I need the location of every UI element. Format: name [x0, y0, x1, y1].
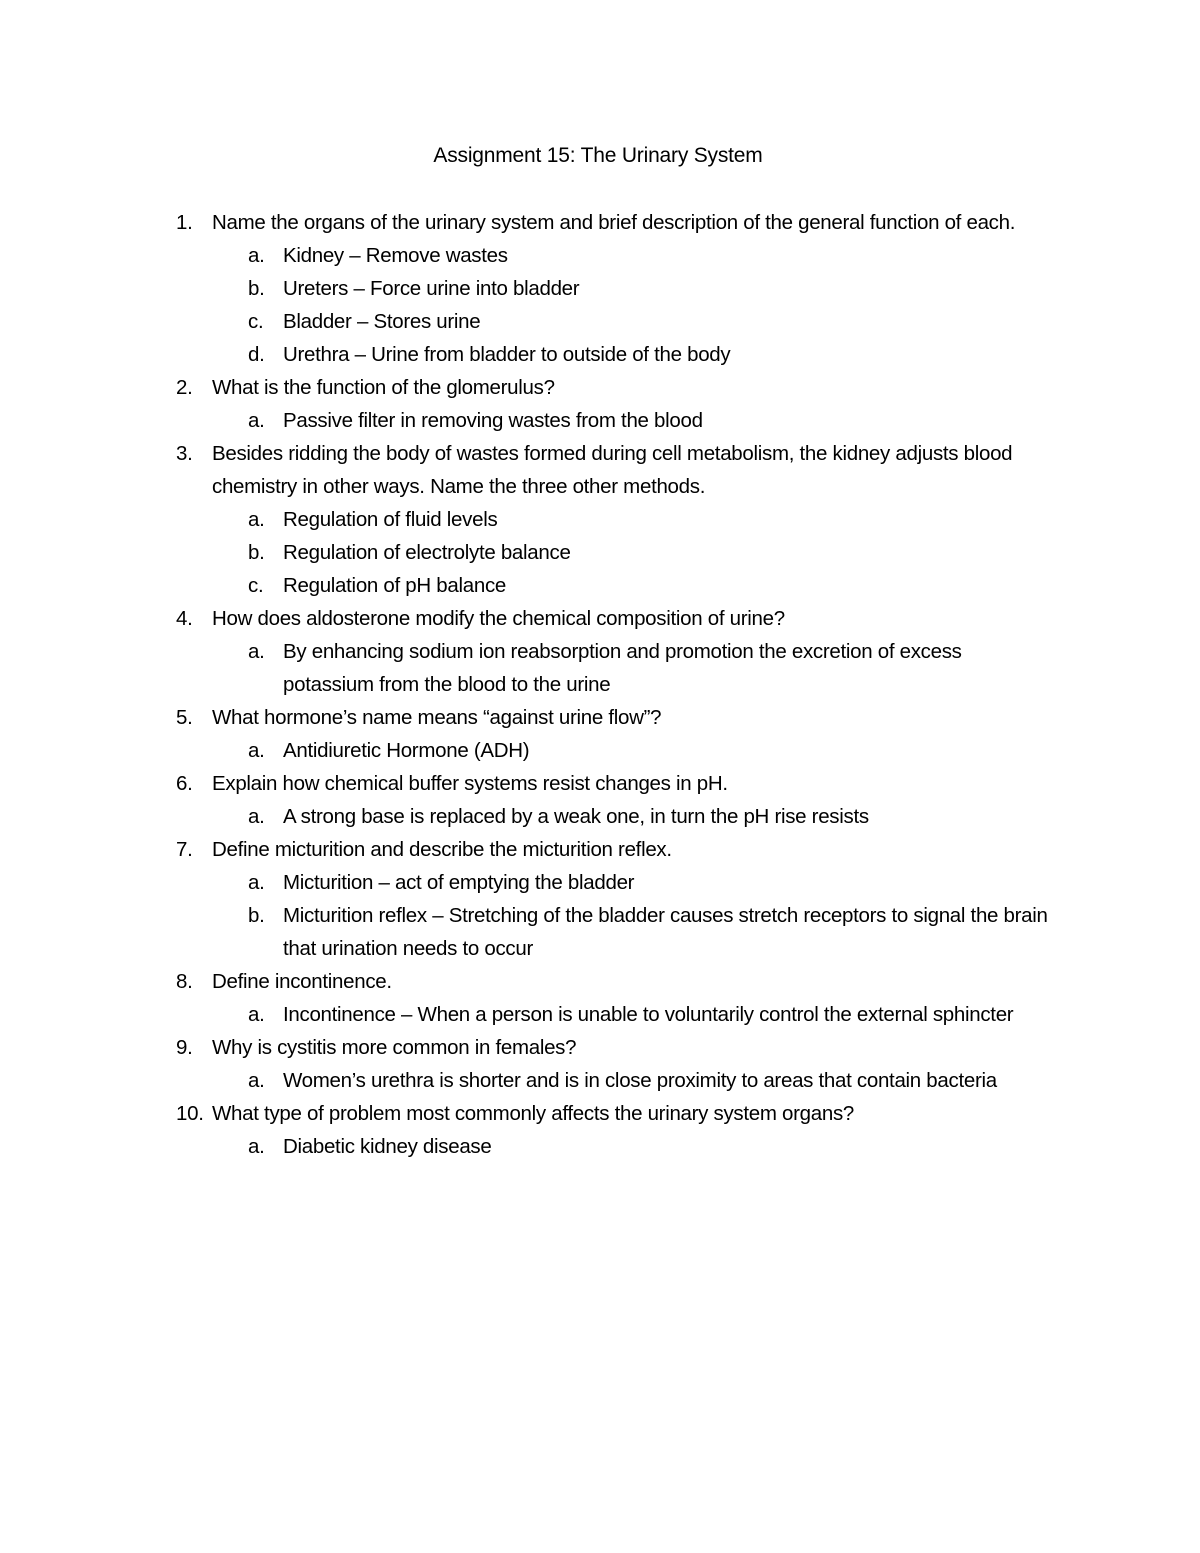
answer-text: Regulation of pH balance	[283, 574, 507, 597]
answer-item	[0, 800, 1053, 833]
question-text: How does aldosterone modify the chemical composition of urine?	[212, 607, 785, 630]
answer-item	[0, 305, 1053, 338]
answer-text: Diabetic kidney disease	[283, 1135, 492, 1158]
question-number: 4.	[176, 607, 193, 630]
answer-text: Regulation of fluid levels	[283, 508, 498, 531]
answer-list	[212, 866, 1048, 965]
question-text: Define incontinence.	[212, 970, 392, 993]
answer-text: Micturition reflex – Stretching of the bladder causes stretch receptors to signal the brain that urination needs to occur	[283, 904, 1048, 960]
question-item	[0, 437, 1042, 602]
answer-item	[0, 734, 1053, 767]
answer-item	[0, 536, 1053, 569]
answer-text: Bladder – Stores urine	[283, 310, 481, 333]
answer-letter: b.	[248, 277, 265, 300]
question-item	[0, 1097, 1042, 1163]
answer-item	[0, 569, 1053, 602]
answer-item	[0, 404, 1053, 437]
answer-text: Micturition – act of emptying the bladder	[283, 871, 635, 894]
answer-item	[0, 272, 1053, 305]
answer-item	[0, 239, 1053, 272]
question-number: 10.	[176, 1102, 204, 1125]
answer-letter: a.	[248, 640, 265, 663]
question-item	[0, 833, 1048, 965]
question-number: 8.	[176, 970, 193, 993]
answer-letter: c.	[248, 574, 264, 597]
answer-text: Kidney – Remove wastes	[283, 244, 508, 267]
answer-letter: b.	[248, 541, 265, 564]
answer-text: A strong base is replaced by a weak one, in turn the pH rise resists	[283, 805, 869, 828]
question-text: Why is cystitis more common in females?	[212, 1036, 577, 1059]
answer-list	[212, 239, 1042, 371]
answer-list	[212, 734, 1042, 767]
question-item	[0, 371, 1042, 437]
answer-letter: c.	[248, 310, 264, 333]
answer-letter: b.	[248, 904, 265, 927]
answer-list	[212, 635, 1042, 701]
question-number: 3.	[176, 442, 193, 465]
question-list	[0, 206, 1200, 1163]
question-text: Name the organs of the urinary system and brief description of the general function of each.	[212, 211, 1016, 234]
answer-letter: a.	[248, 1135, 265, 1158]
question-item	[0, 206, 1042, 371]
answer-list	[212, 404, 1042, 437]
question-text: Besides ridding the body of wastes formed during cell metabolism, the kidney adjusts blood chemistry in other ways. Name the three other methods.	[212, 442, 1013, 498]
answer-text: Passive filter in removing wastes from the blood	[283, 409, 703, 432]
answer-text: Women’s urethra is shorter and is in close proximity to areas that contain bacteria	[283, 1069, 997, 1092]
answer-letter: a.	[248, 508, 265, 531]
answer-item	[0, 866, 1053, 899]
answer-text: By enhancing sodium ion reabsorption and promotion the excretion of excess potassium from the blood to the urine	[283, 640, 962, 696]
question-text: What hormone’s name means “against urine flow”?	[212, 706, 662, 729]
answer-item	[0, 503, 1053, 536]
answer-item	[0, 899, 1053, 965]
question-list-container	[0, 206, 1200, 1163]
question-item	[0, 965, 1042, 1031]
question-number: 1.	[176, 211, 193, 234]
question-number: 5.	[176, 706, 193, 729]
answer-text: Regulation of electrolyte balance	[283, 541, 571, 564]
answer-list	[212, 998, 1042, 1031]
answer-item	[0, 1130, 1053, 1163]
answer-letter: a.	[248, 1003, 265, 1026]
answer-list	[212, 800, 1042, 833]
question-number: 9.	[176, 1036, 193, 1059]
answer-item	[0, 338, 1053, 371]
question-text: Define micturition and describe the micturition reflex.	[212, 838, 672, 861]
answer-item	[0, 1064, 1053, 1097]
answer-list	[212, 1064, 1042, 1097]
answer-text: Incontinence – When a person is unable to voluntarily control the external sphincter	[283, 1003, 1014, 1026]
answer-text: Ureters – Force urine into bladder	[283, 277, 580, 300]
answer-text: Antidiuretic Hormone (ADH)	[283, 739, 530, 762]
question-number: 7.	[176, 838, 193, 861]
answer-letter: a.	[248, 871, 265, 894]
question-text: Explain how chemical buffer systems resist changes in pH.	[212, 772, 728, 795]
question-item	[0, 767, 1042, 833]
answer-letter: a.	[248, 805, 265, 828]
question-text: What is the function of the glomerulus?	[212, 376, 555, 399]
question-item	[0, 602, 1042, 701]
question-item	[0, 1031, 1042, 1097]
answer-item	[0, 635, 1053, 701]
question-number: 2.	[176, 376, 193, 399]
question-number: 6.	[176, 772, 193, 795]
answer-list	[212, 503, 1042, 602]
question-item	[0, 701, 1042, 767]
answer-letter: a.	[248, 409, 265, 432]
answer-item	[0, 998, 1053, 1031]
answer-letter: d.	[248, 343, 265, 366]
answer-letter: a.	[248, 739, 265, 762]
question-text: What type of problem most commonly affects the urinary system organs?	[212, 1102, 855, 1125]
answer-letter: a.	[248, 1069, 265, 1092]
page-title: Assignment 15: The Urinary System	[433, 144, 763, 167]
answer-list	[212, 1130, 1042, 1163]
answer-text: Urethra – Urine from bladder to outside of the body	[283, 343, 731, 366]
answer-letter: a.	[248, 244, 265, 267]
